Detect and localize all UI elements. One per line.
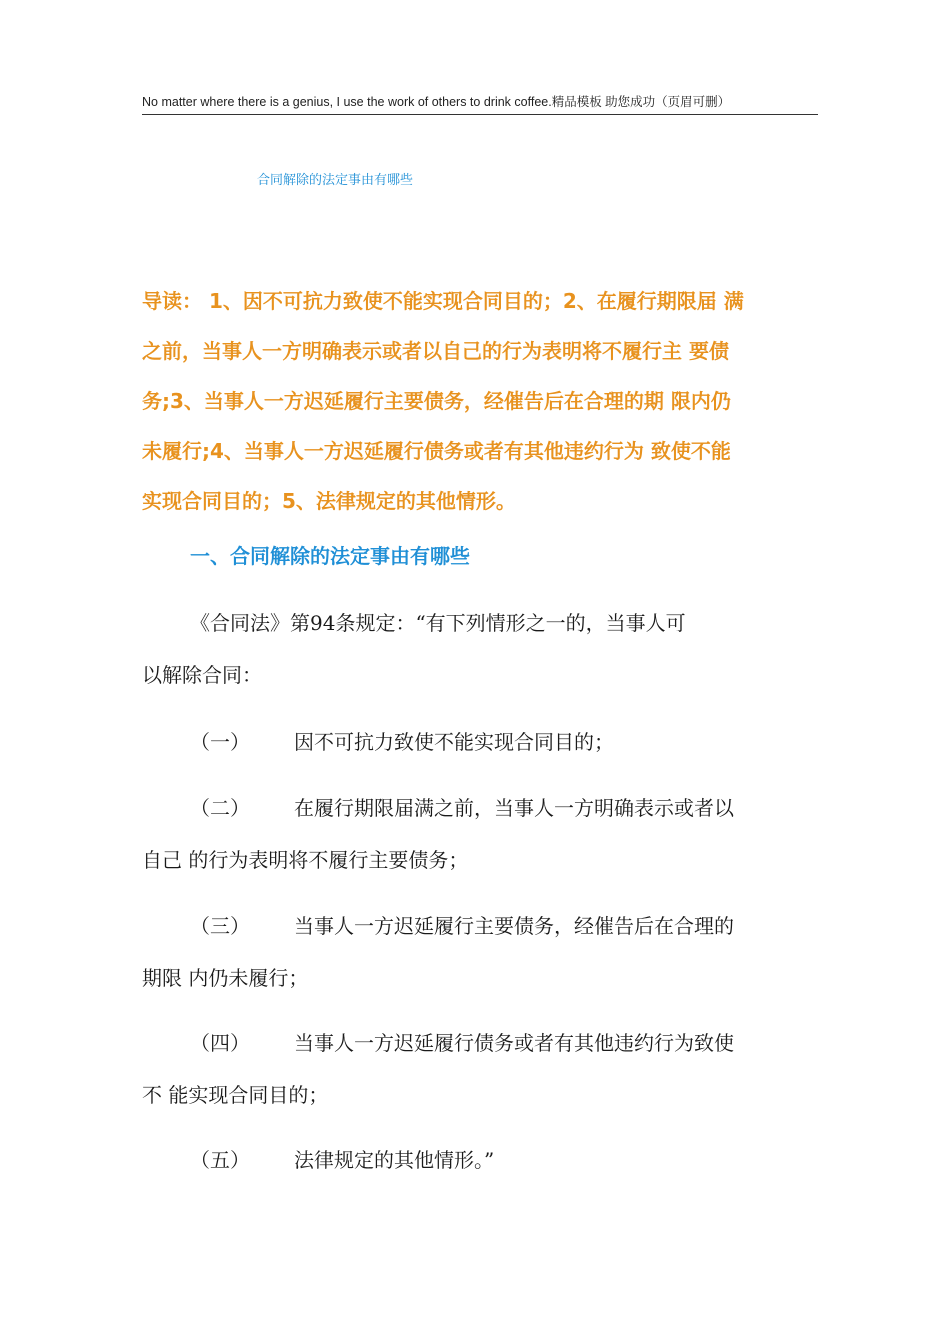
lead-line: 导读： 1、因不可抗力致使不能实现合同目的；2、在履行期限届 满 (142, 289, 744, 313)
list-item-4 (142, 1017, 822, 1121)
item-text: 当事人一方迟延履行债务或者有其他违约行为致使 (294, 1031, 734, 1055)
list-item-3 (142, 900, 822, 1004)
item-label: （四） (190, 1031, 250, 1055)
item-text: 在履行期限届满之前，当事人一方明确表示或者以 (294, 796, 734, 820)
item-label: （三） (190, 914, 250, 938)
item-text: 法律规定的其他情形。” (294, 1148, 495, 1172)
item-text: 当事人一方迟延履行主要债务，经催告后在合理的 (294, 914, 734, 938)
item-label: （二） (190, 796, 250, 820)
item-label: （五） (190, 1148, 250, 1172)
list-item-5 (142, 1134, 822, 1186)
page-header: No matter where there is a genius, I use the work of others to drink coffee.精品模板 助您成功（页眉可删） (142, 94, 818, 115)
item-text-continued: 自己 的行为表明将不履行主要债务； (142, 848, 469, 872)
lead-line: 实现合同目的；5、法律规定的其他情形。 (142, 489, 516, 513)
intro-paragraph (142, 597, 822, 701)
lead-paragraph (142, 276, 822, 526)
item-text-continued: 期限 内仍未履行； (142, 966, 309, 990)
item-label: （一） (190, 730, 250, 754)
document-title: 合同解除的法定事由有哪些 (257, 173, 414, 188)
item-text-continued: 不 能实现合同目的； (142, 1083, 329, 1107)
list-item-2 (142, 782, 822, 886)
section-heading: 一、合同解除的法定事由有哪些 (190, 544, 470, 568)
lead-line: 务;3、当事人一方迟延履行主要债务，经催告后在合理的期 限内仍 (142, 389, 731, 413)
lead-line: 之前，当事人一方明确表示或者以自己的行为表明将不履行主 要债 (142, 339, 729, 363)
lead-line: 未履行;4、当事人一方迟延履行债务或者有其他违约行为 致使不能 (142, 439, 731, 463)
intro-line: 以解除合同： (142, 663, 262, 687)
list-item-1 (142, 716, 822, 768)
intro-line: 《合同法》第94条规定：“有下列情形之一的，当事人可 (190, 611, 686, 635)
item-text: 因不可抗力致使不能实现合同目的； (294, 730, 614, 754)
